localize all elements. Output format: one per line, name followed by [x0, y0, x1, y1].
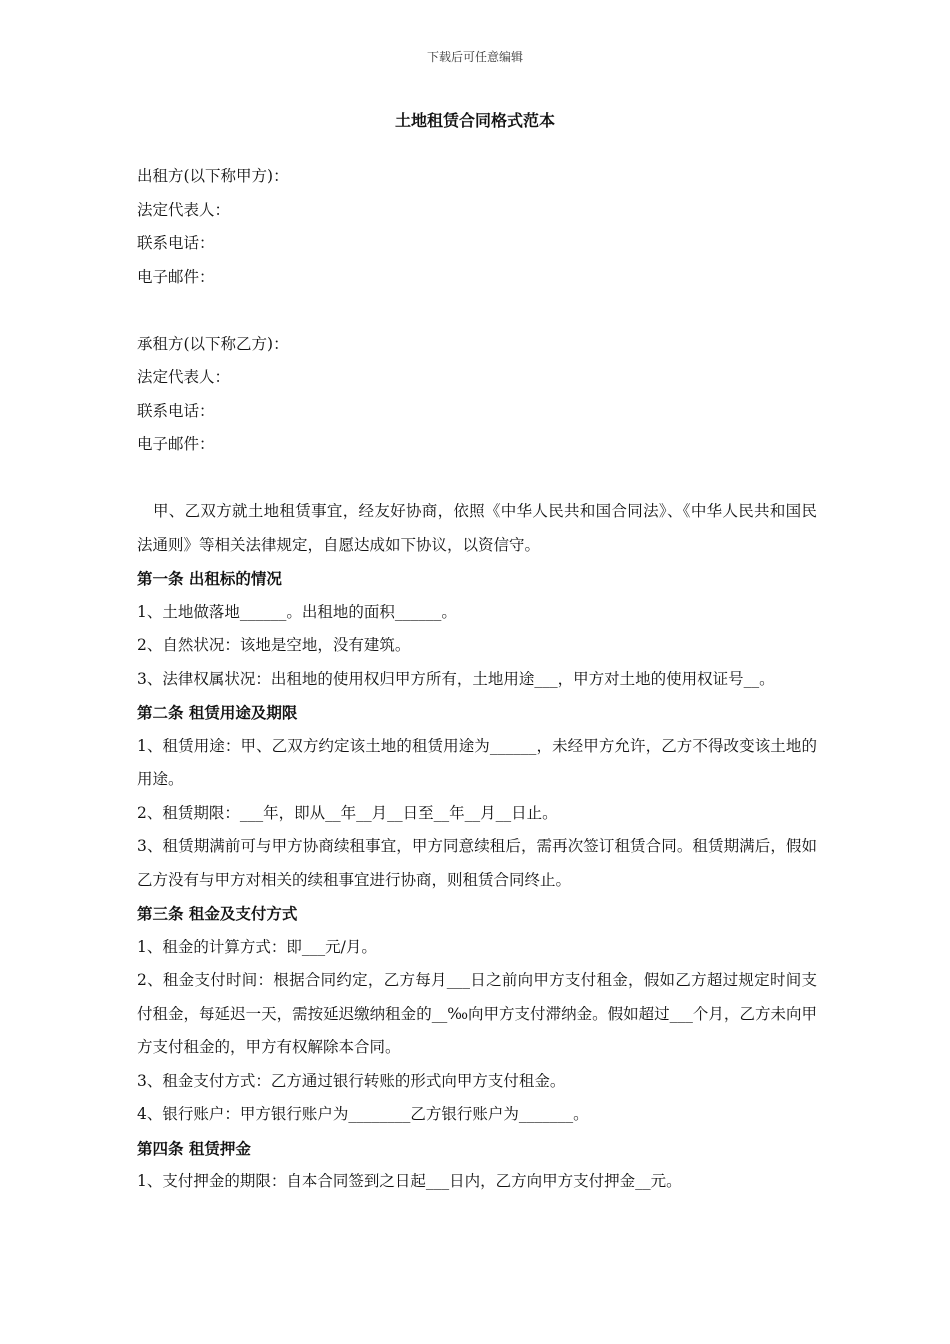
- article-1-item-3: 3、法律权属状况：出租地的使用权归甲方所有，土地用途___，甲方对土地的使用权证号__。: [137, 669, 775, 688]
- article-2-heading: 第二条 租赁用途及期限: [137, 703, 298, 722]
- header-note: 下载后可任意编辑: [426, 50, 523, 64]
- article-2-item-1: 1、租赁用途：甲、乙双方约定该土地的租赁用途为______，未经甲方允许，乙方不得改变该土地的用途。: [137, 736, 817, 788]
- lessor-rep-line: 法定代表人：: [137, 200, 231, 219]
- intro-paragraph: 甲、乙双方就土地租赁事宜，经友好协商，依照《中华人民共和国合同法》、《中华人民共和国民法通则》等相关法律规定，自愿达成如下协议，以资信守。: [137, 502, 817, 554]
- spacer: [137, 462, 817, 496]
- lessor-email-line: 电子邮件：: [137, 267, 215, 286]
- article-3-item-3: 3、租金支付方式：乙方通过银行转账的形式向甲方支付租金。: [137, 1071, 566, 1090]
- article-1-item-1: 1、土地做落地______。出租地的面积______。: [137, 602, 457, 621]
- article-2-item-2: 2、租赁期限：___年，即从__年__月__日至__年__月__日止。: [137, 803, 558, 822]
- lessor-phone-line: 联系电话：: [137, 234, 215, 252]
- lessee-phone-line: 联系电话：: [137, 401, 215, 420]
- document-body: [137, 160, 817, 1199]
- spacer: [137, 294, 817, 328]
- lessee-name-line: 承租方(以下称乙方)：: [137, 334, 289, 353]
- document-title: 土地租赁合同格式范本: [394, 111, 555, 130]
- lessor-name-line: 出租方(以下称甲方)：: [137, 167, 289, 185]
- article-3-heading: 第三条 租金及支付方式: [137, 904, 298, 923]
- article-1-item-2: 2、自然状况：该地是空地，没有建筑。: [137, 636, 411, 654]
- article-3-item-2: 2、租金支付时间：根据合同约定，乙方每月___日之前向甲方支付租金，假如乙方超过规定时间支付租金，每延迟一天，需按延迟缴纳租金的__‰向甲方支付滞纳金。假如超过___个月，乙方未向甲方支付租金的，甲方有权解除本合同。: [137, 971, 817, 1056]
- lessee-rep-line: 法定代表人：: [137, 368, 231, 386]
- lessee-email-line: 电子邮件：: [137, 435, 215, 453]
- article-4-item-1: 1、支付押金的期限：自本合同签到之日起___日内，乙方向甲方支付押金__元。: [137, 1172, 682, 1190]
- article-2-item-3: 3、租赁期满前可与甲方协商续租事宜，甲方同意续租后，需再次签订租赁合同。租赁期满后，假如乙方没有与甲方对相关的续租事宜进行协商，则租赁合同终止。: [137, 837, 817, 889]
- article-3-item-1: 1、租金的计算方式：即___元/月。: [137, 937, 377, 956]
- article-4-heading: 第四条 租赁押金: [137, 1138, 251, 1158]
- article-3-item-4: 4、银行账户：甲方银行账户为________乙方银行账户为_______。: [137, 1105, 589, 1123]
- article-1-heading: 第一条 出租标的情况: [137, 569, 282, 588]
